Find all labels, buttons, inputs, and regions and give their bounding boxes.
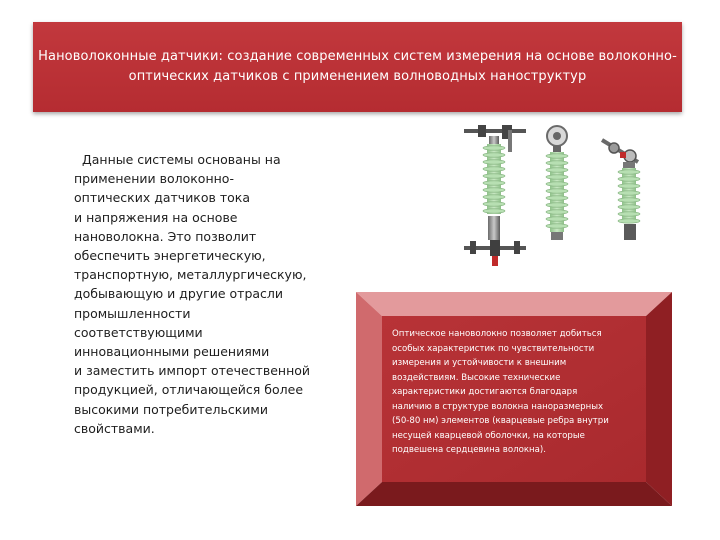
body-line: Данные системы основаны на [82,152,281,167]
box-line: Оптическое нановолокно позволяет добиться [392,329,602,339]
info-box-text [392,327,642,458]
sensor-photos [462,122,672,272]
info-box [356,292,672,506]
box-line: наличию в структуре волокна наноразмерных [392,401,604,412]
sensor-1 [464,125,526,266]
body-line: высокими потребительскими [74,401,268,417]
box-line: несущей кварцевой оболочки, на которые [392,430,585,441]
title-banner [33,22,682,112]
body-line: соответствующими [74,324,203,340]
body-text [74,150,324,438]
box-line: подвешена сердцевина волокна). [392,445,546,455]
body-line: оптических датчиков тока [74,190,250,206]
body-line: промышленности [74,305,191,321]
body-line: и напряжения на основе [74,209,238,225]
sensor-2 [546,126,568,240]
box-line: измерения и устойчивости к внешним [392,358,567,368]
body-line: обеспечить энергетическую, [74,248,266,264]
body-line: транспортную, металлургическую, [74,267,307,283]
body-line: нановолокна. Это позволит [74,228,257,244]
body-line: применении волоконно- [74,171,234,187]
title-line: Нановолоконные датчики: создание современных систем измерения на основе волоконно- [38,49,677,64]
title-line: оптических датчиков с применением волноводных наноструктур [128,69,587,84]
body-line: и заместить импорт отечественной [74,363,311,379]
body-line: свойствами. [74,420,155,436]
body-line: добывающую и другие отрасли [74,286,284,302]
box-line: характеристики достигаются благодаря [392,387,578,397]
body-line: продукцией, отличающейся более [74,382,304,398]
box-line: воздействиям. Высокие технические [392,372,561,383]
box-line: (50-80 нм) элементов (кварцевые ребра внутри [392,416,609,426]
sensor-3 [602,140,640,240]
body-line: инновационными решениями [74,344,270,360]
insulator-illustration [462,122,672,272]
box-line: особых характеристик по чувствительности [392,343,595,354]
